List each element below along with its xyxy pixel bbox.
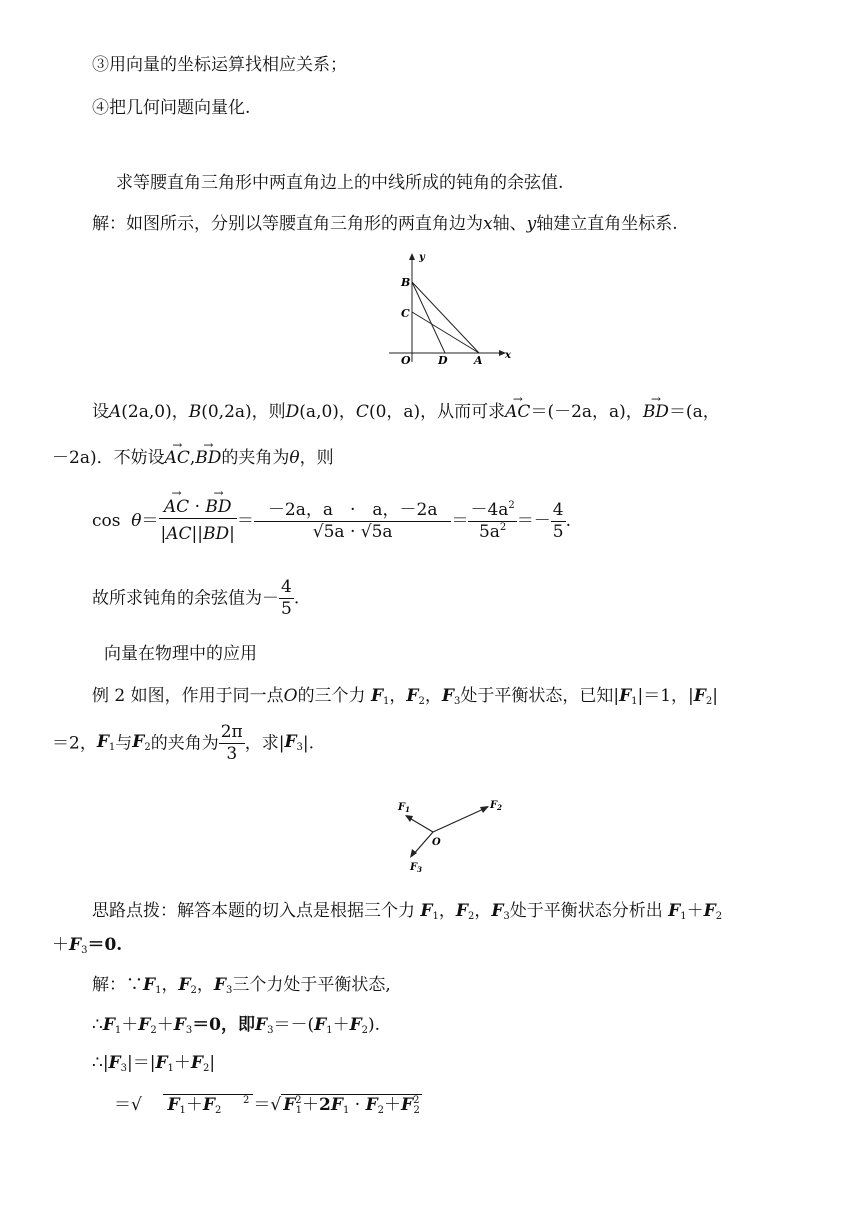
- cos-label: cos: [92, 510, 121, 531]
- comma: ，: [389, 686, 407, 706]
- sub1: 1: [326, 1025, 333, 1036]
- frac4-num: 4: [551, 500, 566, 522]
- conclusion-text: 故所求钝角的余弦值为－: [92, 588, 279, 609]
- fig2-F3: F: [410, 862, 418, 873]
- conclusion: [92, 577, 299, 621]
- vector-AC-value: ＝(－2a，a)，: [530, 402, 643, 422]
- sep: ，: [171, 402, 189, 422]
- frac1-AC-norm: |AC|: [160, 524, 198, 545]
- point-A: A: [109, 402, 122, 422]
- solution-2-line-2: [92, 1017, 380, 1036]
- frac2-root-a: √5a: [312, 521, 345, 542]
- fraction-coords: [254, 500, 452, 544]
- point-D-coord: (a,0): [299, 402, 339, 422]
- F: F: [202, 1095, 215, 1115]
- comma: ，: [196, 975, 214, 995]
- comma: ,: [189, 448, 196, 468]
- conc-num: 4: [279, 577, 294, 599]
- plus: ＋: [332, 1015, 350, 1035]
- ex2-l2-c: 的夹角为: [150, 733, 219, 754]
- F: F: [283, 1095, 296, 1115]
- F: F: [365, 1095, 378, 1115]
- frac3-den-text: 5a: [478, 521, 500, 542]
- hint-line-1: [92, 903, 722, 922]
- F: F: [190, 1053, 203, 1073]
- square: 2: [295, 1095, 302, 1106]
- F: F: [619, 686, 632, 706]
- F: F: [668, 901, 681, 921]
- fig1-label-C: C: [401, 307, 410, 320]
- period: .: [565, 510, 572, 531]
- point-D: D: [285, 402, 300, 422]
- F: F: [349, 1015, 362, 1035]
- frac1-num: [159, 497, 237, 519]
- fig1-label-D: D: [438, 354, 448, 367]
- frac3-num-sup: 2: [508, 499, 515, 511]
- svg-text:F2: [489, 800, 502, 812]
- square: 2: [243, 1095, 250, 1106]
- sub3: 3: [503, 911, 510, 922]
- F: F: [284, 732, 297, 753]
- frac3-den-sup: 2: [499, 521, 507, 533]
- fig1-label-y: y: [419, 252, 425, 263]
- F: F: [703, 901, 716, 921]
- F: F: [173, 1015, 186, 1035]
- F: F: [330, 1095, 343, 1115]
- fig1-label-x: x: [505, 350, 511, 361]
- figure-coordinate-triangle: [385, 250, 515, 368]
- sub1: 1: [108, 742, 116, 754]
- sub2: 2: [150, 1025, 157, 1036]
- sub2: 2: [215, 1105, 222, 1116]
- ex2-l2-d: ，求|: [244, 733, 285, 754]
- ex2-l2-b: 与: [115, 733, 133, 754]
- sub2: 2: [190, 985, 197, 996]
- setup-ze: ，则: [251, 402, 286, 422]
- conclusion-fraction: [279, 577, 294, 621]
- fig2-F1: F: [398, 802, 406, 813]
- F: F: [693, 686, 706, 706]
- F: F: [69, 935, 82, 955]
- sub2: 2: [377, 1105, 385, 1116]
- sol2-l4-b: ＝√: [253, 1095, 282, 1115]
- figure-forces: [392, 796, 508, 878]
- sub3: 3: [225, 985, 233, 996]
- F: F: [102, 1015, 115, 1035]
- conc-den: 5: [281, 599, 292, 620]
- svg-text:F1: [397, 802, 410, 814]
- eq-minus: ＝－: [516, 510, 551, 531]
- frac2-dot: ·: [349, 521, 356, 542]
- sol1-text-c: 轴建立直角坐标系.: [536, 214, 678, 234]
- frac1-AC: → AC: [164, 497, 189, 518]
- hint-b: 处于平衡状态分析出: [509, 901, 663, 921]
- fig1-label-B: B: [401, 276, 411, 289]
- sub1: 1: [155, 985, 162, 996]
- hint-eq: ＝0.: [87, 935, 123, 955]
- sub2: 2: [418, 696, 425, 707]
- plus: ＋: [173, 1053, 191, 1073]
- sub2: 2: [361, 1025, 369, 1036]
- fraction-simplified: [468, 500, 516, 544]
- sub3: 3: [185, 1025, 193, 1036]
- frac1-BD-norm: |BD|: [197, 524, 235, 545]
- plus: ＋: [121, 1015, 139, 1035]
- frac4-den: 5: [552, 521, 564, 542]
- setup-line2-b: 的夹角为: [221, 448, 290, 468]
- sub1: 1: [295, 1105, 303, 1116]
- ex2-O: O: [283, 686, 298, 706]
- sub1: 1: [342, 1105, 350, 1116]
- sub1: 1: [114, 1025, 122, 1036]
- sol2-l1-a: 解：∵: [92, 975, 143, 995]
- F: F: [108, 1053, 121, 1073]
- setup-she: 设: [92, 402, 109, 422]
- frac3-num-text: －4a: [470, 499, 509, 520]
- sol1-x: x: [483, 214, 493, 234]
- sol2-l2-eq: ＝0，即: [192, 1015, 256, 1035]
- svg-text:F3: [409, 862, 422, 874]
- vector-BD: → BD: [643, 404, 669, 421]
- problem-1: 求等腰直角三角形中两直角边上的中线所成的钝角的余弦值.: [116, 173, 564, 193]
- ex2-c: 处于平衡状态，已知|: [460, 686, 620, 706]
- F: F: [96, 732, 109, 753]
- comma: ，: [161, 975, 179, 995]
- F: F: [314, 1015, 327, 1035]
- solution-2-line-4: [114, 1096, 422, 1116]
- dot: ·: [194, 497, 200, 517]
- frac2-den: [254, 522, 452, 543]
- sol2-l2-b: ＝－(: [273, 1015, 315, 1035]
- point-C-coord: (0，a): [368, 402, 421, 422]
- F: F: [178, 975, 191, 995]
- point-B: B: [188, 402, 202, 422]
- sub3: 3: [81, 945, 88, 956]
- angle-num: 2π: [219, 722, 245, 744]
- sub3: 3: [120, 1063, 127, 1074]
- comma: ，: [438, 901, 456, 921]
- fig2-sub2: 2: [497, 803, 502, 812]
- fig2-sub3: 3: [417, 865, 422, 874]
- cos-formula: [92, 497, 571, 546]
- sol1-text-a: 解：如图所示，分别以等腰直角三角形的两直角边为: [92, 214, 483, 234]
- frac1-den: [159, 519, 237, 545]
- step-4: ④把几何问题向量化.: [92, 98, 251, 118]
- vector-BD-2: → BD: [195, 450, 221, 467]
- plus: ＋: [686, 901, 704, 921]
- F: F: [441, 686, 454, 706]
- eq: ＝: [141, 510, 159, 531]
- sub1: 1: [631, 696, 638, 707]
- sub2: 2: [413, 1105, 420, 1116]
- F: F: [155, 1053, 168, 1073]
- sol1-text-b: 轴、: [492, 214, 527, 234]
- sub2: 2: [467, 911, 475, 922]
- hint-a: 思路点拨：解答本题的切入点是根据三个力: [92, 901, 415, 921]
- fig2-O: O: [432, 837, 441, 848]
- setup-line-1: [92, 404, 720, 421]
- ex2-l2-a: ＝2，: [52, 733, 97, 754]
- fraction-dot-over-norms: [159, 497, 237, 546]
- sub2: 2: [144, 742, 151, 754]
- dot: ·: [354, 1095, 361, 1115]
- fig2-sub1: 1: [405, 805, 410, 814]
- sol2-l3-b: |＝|: [127, 1053, 156, 1073]
- ex2-e: |: [712, 686, 718, 706]
- ex2-b: 的三个力: [297, 686, 366, 706]
- sub1: 1: [167, 1063, 174, 1074]
- F: F: [138, 1015, 151, 1035]
- F: F: [213, 975, 226, 995]
- setup-line2-a: －2a)．不妨设: [52, 448, 165, 468]
- example-2-line-2: [52, 722, 314, 766]
- setup-line-2: [52, 450, 334, 467]
- sol2-l3-a: ∴|: [92, 1053, 109, 1073]
- sol2-l4-a: ＝√: [114, 1095, 142, 1115]
- sub1: 1: [179, 1105, 186, 1116]
- ex2-a: 例 2 如图，作用于同一点: [92, 686, 284, 706]
- comma: ，: [424, 686, 442, 706]
- comma: ，: [474, 901, 492, 921]
- solution-1-intro: [92, 216, 678, 233]
- solution-2-line-3: [92, 1055, 215, 1074]
- example-2-line-1: [92, 688, 718, 707]
- cos-theta: θ: [131, 510, 142, 531]
- frac2-root-b: √5a: [360, 521, 393, 542]
- point-B-coord: (0,2a): [201, 402, 252, 422]
- sol2-l2-c: ).: [368, 1015, 381, 1035]
- fig2-F2: F: [490, 800, 498, 811]
- frac3-num: [468, 500, 516, 522]
- setup-line2-c: ，则: [299, 448, 334, 468]
- sub1: 1: [383, 696, 390, 707]
- step-3: ③用向量的坐标运算找相应关系；: [92, 55, 347, 75]
- angle-fraction: [219, 722, 245, 766]
- sub1: 1: [432, 911, 439, 922]
- setup-then: ，从而可求: [420, 402, 506, 422]
- ex2-l2-e: |.: [302, 733, 315, 754]
- sol2-l2-a: ∴: [92, 1015, 103, 1035]
- theta: θ: [289, 448, 300, 468]
- sub1: 1: [680, 911, 687, 922]
- plus: ＋: [156, 1015, 174, 1035]
- sub2: 2: [203, 1063, 210, 1074]
- fig1-label-O: O: [401, 354, 411, 367]
- fig1-label-A: A: [474, 354, 483, 367]
- period: .: [293, 588, 300, 609]
- vector-BD-value: ＝(a，: [668, 402, 720, 422]
- sub3: 3: [453, 696, 461, 707]
- sol2-l1-b: 三个力处于平衡状态,: [232, 975, 391, 995]
- square: 2: [413, 1095, 420, 1106]
- vector-AC: → AC: [505, 404, 530, 421]
- ex2-d: |＝1，|: [637, 686, 694, 706]
- plus: ＋: [302, 1095, 320, 1115]
- point-C: C: [355, 402, 369, 422]
- frac2-num: －2a，a · a，－2a: [254, 500, 452, 522]
- F: F: [370, 686, 384, 706]
- eq: ＝: [451, 510, 469, 531]
- F: F: [143, 975, 156, 995]
- point-A-coord: (2a,0): [121, 402, 172, 422]
- sub3: 3: [296, 742, 303, 754]
- section-heading: 向量在物理中的应用: [104, 644, 257, 664]
- vector-AC-2: → AC: [165, 450, 190, 467]
- F: F: [491, 901, 504, 921]
- plus: ＋: [384, 1095, 402, 1115]
- F: F: [167, 1095, 180, 1115]
- angle-den: 3: [226, 744, 238, 765]
- solution-2-line-1: [92, 977, 391, 996]
- plus: ＋: [52, 935, 69, 955]
- F: F: [401, 1095, 414, 1115]
- sep: ，: [338, 402, 356, 422]
- F: F: [132, 732, 145, 753]
- F: F: [420, 901, 433, 921]
- sub2: 2: [705, 696, 713, 707]
- hint-line-2: [52, 937, 122, 956]
- frac1-BD: → BD: [205, 497, 231, 518]
- sub2: 2: [715, 911, 723, 922]
- plus: ＋: [185, 1095, 203, 1115]
- F: F: [455, 901, 468, 921]
- sol1-y: y: [526, 214, 537, 234]
- fraction-result: [551, 500, 566, 544]
- two: 2: [319, 1095, 331, 1115]
- frac3-den: [468, 522, 516, 543]
- F: F: [255, 1015, 268, 1035]
- sol2-l3-c: |: [209, 1053, 216, 1073]
- F: F: [406, 686, 419, 706]
- eq: ＝: [236, 510, 254, 531]
- sub3: 3: [267, 1025, 274, 1036]
